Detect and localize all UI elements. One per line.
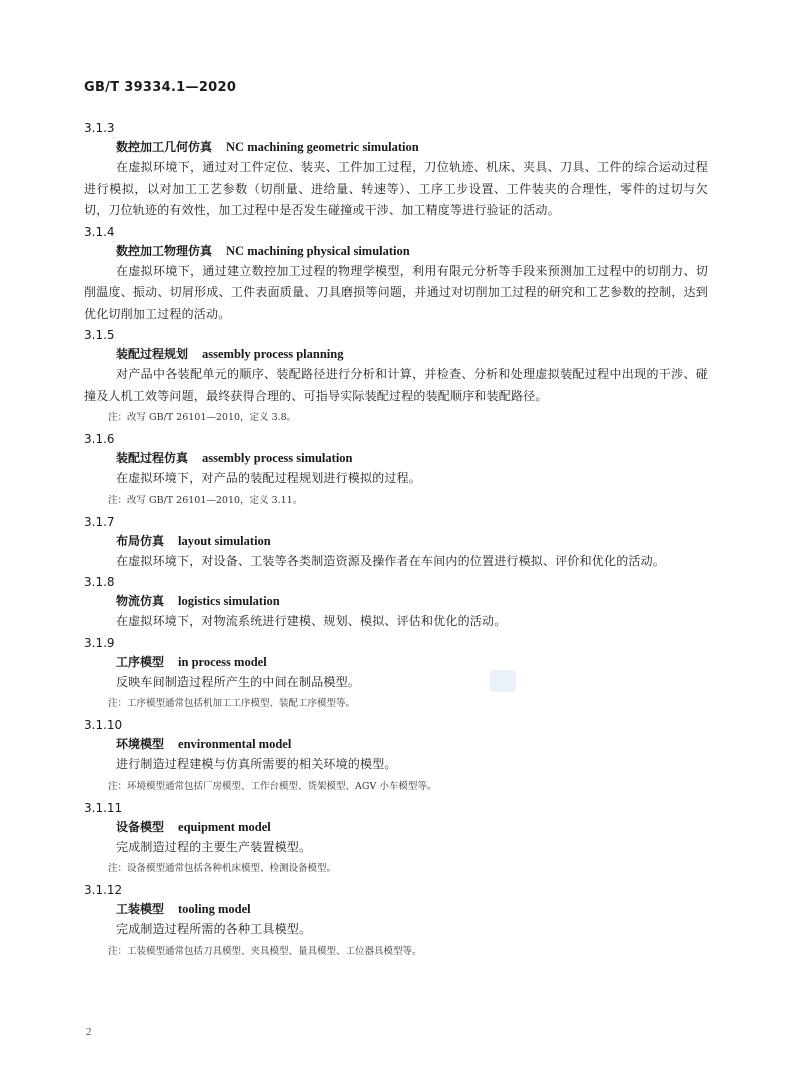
clause xyxy=(84,573,708,633)
page-number: 2 xyxy=(86,1026,92,1038)
term-heading xyxy=(84,344,708,364)
term-en: environmental model xyxy=(178,737,292,751)
clause xyxy=(84,513,708,573)
clause-number: 3.1.6 xyxy=(84,432,115,446)
term-zh: 工装模型 xyxy=(116,902,165,916)
term-heading xyxy=(84,734,708,754)
term-definition: 在虚拟环境下，对设备、工装等各类制造资源及操作者在车间内的位置进行模拟、评价和优化的活动。 xyxy=(116,553,666,568)
term-en: equipment model xyxy=(178,819,271,834)
term-heading xyxy=(84,899,708,919)
term-note: 注：环境模型通常包括厂房模型、工作台模型、货架模型、AGV 小车模型等。 xyxy=(108,780,437,792)
term-zh: 物流仿真 xyxy=(116,594,165,608)
term-zh: 环境模型 xyxy=(116,737,165,751)
term-heading xyxy=(84,241,708,261)
clause-number: 3.1.3 xyxy=(84,121,115,135)
watermark-mark xyxy=(490,670,516,692)
term-en: tooling model xyxy=(178,902,251,916)
term-definition: 在虚拟环境下，对物流系统进行建模、规划、模拟、评估和优化的活动。 xyxy=(116,614,507,628)
term-note: 注：改写 GB/T 26101—2010，定义 3.11。 xyxy=(108,494,303,506)
clause xyxy=(84,430,708,512)
term-zh: 布局仿真 xyxy=(116,533,165,548)
term-zh: 工序模型 xyxy=(116,654,165,669)
term-definition: 对产品中各装配单元的顺序、装配路径进行分析和计算，并检查、分析和处理虚拟装配过程中出现的干涉、碰撞及人机工效等问题，最终获得合理的、可指导实际装配过程的装配顺序和装配路径。 xyxy=(84,367,708,403)
term-en: assembly process simulation xyxy=(202,451,353,465)
term-heading xyxy=(84,652,708,672)
term-note: 注：工序模型通常包括机加工工序模型、装配工序模型等。 xyxy=(108,698,356,709)
term-en: assembly process planning xyxy=(202,347,344,361)
standard-code: GB/T 39334.1—2020 xyxy=(84,80,237,95)
term-heading xyxy=(84,137,708,157)
term-note: 注：改写 GB/T 26101—2010，定义 3.8。 xyxy=(108,412,297,423)
term-zh: 数控加工几何仿真 xyxy=(116,140,213,154)
term-definition: 在虚拟环境下，通过对工件定位、装夹、工件加工过程，刀位轨迹、机床、夹具、刀具、工件的综合运动过程进行模拟，以对加工工艺参数（切削量、进给量、转速等）、工序工步设置、工件装夹的合理性，零件的过切与欠切，刀位轨迹的有效性，加工过程中是否发生碰撞或干涉、加工精度等进行验证的活动。 xyxy=(84,160,708,217)
term-zh: 设备模型 xyxy=(116,819,165,834)
clause-number: 3.1.12 xyxy=(84,883,123,897)
term-heading xyxy=(84,448,708,468)
term-heading xyxy=(84,817,708,837)
term-definition: 完成制造过程所需的各种工具模型。 xyxy=(116,922,312,936)
clause-number: 3.1.9 xyxy=(84,635,115,650)
term-zh: 数控加工物理仿真 xyxy=(116,243,213,258)
term-en: in process model xyxy=(178,654,267,669)
term-heading xyxy=(84,531,708,551)
term-definition: 进行制造过程建模与仿真所需要的相关环境的模型。 xyxy=(116,757,397,771)
clause-number: 3.1.7 xyxy=(84,514,115,529)
term-note: 注：工装模型通常包括刀具模型、夹具模型、量具模型、工位器具模型等。 xyxy=(108,945,422,957)
term-en: logistics simulation xyxy=(178,594,280,608)
clause-number: 3.1.8 xyxy=(84,575,115,589)
clause-number: 3.1.4 xyxy=(84,224,115,239)
clause-number: 3.1.11 xyxy=(84,800,123,815)
term-definition: 在虚拟环境下，通过建立数控加工过程的物理学模型，利用有限元分析等手段来预测加工过程中的切削力、切削温度、振动、切屑形成、工件表面质量、刀具磨损等问题，并通过对切削加工过程的研究和工艺参数的控制，达到优化切削加工过程的活动。 xyxy=(84,263,708,321)
term-heading xyxy=(84,591,708,611)
term-definition: 完成制造过程的主要生产装置模型。 xyxy=(116,839,312,854)
clause xyxy=(84,326,708,429)
term-en: layout simulation xyxy=(178,533,271,548)
terms-section xyxy=(84,118,708,963)
clause xyxy=(84,223,708,326)
clause xyxy=(84,716,708,798)
clause-number: 3.1.5 xyxy=(84,328,115,342)
clause xyxy=(84,881,708,963)
term-en: NC machining geometric simulation xyxy=(226,140,419,154)
term-zh: 装配过程规划 xyxy=(116,347,189,361)
term-note: 注：设备模型通常包括各种机床模型、检测设备模型。 xyxy=(108,863,337,874)
term-definition: 反映车间制造过程所产生的中间在制品模型。 xyxy=(116,674,361,689)
clause-number: 3.1.10 xyxy=(84,718,123,732)
term-zh: 装配过程仿真 xyxy=(116,451,189,465)
clause xyxy=(84,799,708,881)
clause xyxy=(84,119,708,222)
term-en: NC machining physical simulation xyxy=(226,243,410,258)
clause xyxy=(84,634,708,716)
term-definition: 在虚拟环境下，对产品的装配过程规划进行模拟的过程。 xyxy=(116,471,422,485)
